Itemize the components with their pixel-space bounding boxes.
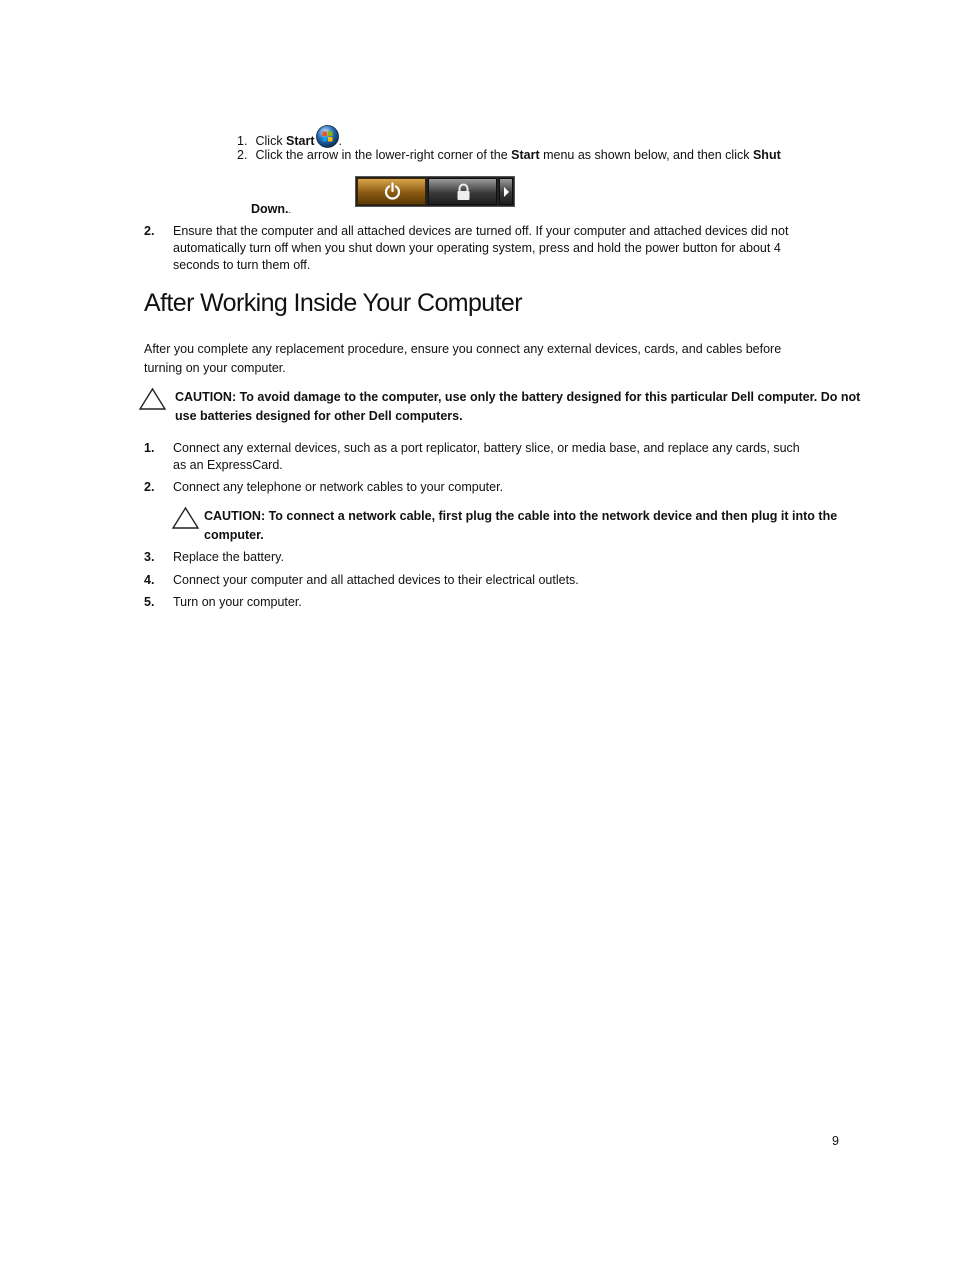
- step-number: 4.: [144, 573, 155, 587]
- substep-1: 1. Click Start .: [237, 125, 342, 151]
- substep-2: 2. Click the arrow in the lower-right corner of the Start menu as shown below, and then click Shut: [237, 148, 781, 162]
- list-item: Turn on your computer.: [173, 595, 302, 609]
- list-item: Connect any telephone or network cables to your computer.: [173, 480, 504, 494]
- section-intro: After you complete any replacement procedure, ensure you connect any external devices, cards, and cables before turning on your computer.: [144, 342, 782, 375]
- step-number: 2.: [144, 480, 155, 494]
- step-2-text: Ensure that the computer and all attached devices are turned off. If your computer and attached devices did not automatically turn off when you shut down your operating system, press and hold the power button for about 4 seconds to turn them off.: [173, 224, 789, 272]
- caution-battery: CAUTION: To avoid damage to the computer, use only the battery designed for this particular Dell computer. Do not use batteries designed for other Dell computers.: [175, 390, 861, 423]
- shutdown-power-button: [357, 178, 426, 205]
- list-item: Connect any external devices, such as a port replicator, battery slice, or media base, and replace any cards, such as an ExpressCard.: [173, 441, 800, 472]
- shutdown-button-bar: [355, 176, 515, 207]
- substep-text: Click the arrow in the lower-right corner of the: [255, 148, 512, 162]
- start-label: Start: [286, 134, 315, 148]
- caution-triangle-icon: [138, 387, 167, 411]
- substep-text: Click: [255, 134, 287, 148]
- list-item: Connect your computer and all attached devices to their electrical outlets.: [173, 573, 579, 587]
- section-title: After Working Inside Your Computer: [144, 289, 522, 317]
- substep-number: 2.: [237, 148, 248, 162]
- step-number: 1.: [144, 441, 155, 455]
- list-item: Replace the battery.: [173, 550, 284, 564]
- down-label: Down.: [251, 202, 289, 216]
- shutdown-options-arrow-button: [499, 178, 513, 205]
- caution-triangle-icon: [171, 506, 200, 530]
- arrow-right-icon: [503, 187, 510, 197]
- lock-button: [428, 178, 497, 205]
- substep-number: 1.: [237, 134, 248, 148]
- start-label: Start: [511, 148, 540, 162]
- step-number: 3.: [144, 550, 155, 564]
- step-number: 2.: [144, 224, 155, 238]
- lock-icon: [456, 183, 471, 201]
- step-number: 5.: [144, 595, 155, 609]
- power-icon: [383, 182, 402, 201]
- page-number: 9: [832, 1134, 839, 1148]
- substep-2-continuation: Down..: [251, 202, 292, 216]
- caution-network-cable: CAUTION: To connect a network cable, first plug the cable into the network device and then plug it into the computer.: [204, 509, 838, 542]
- shut-label: Shut: [752, 148, 781, 162]
